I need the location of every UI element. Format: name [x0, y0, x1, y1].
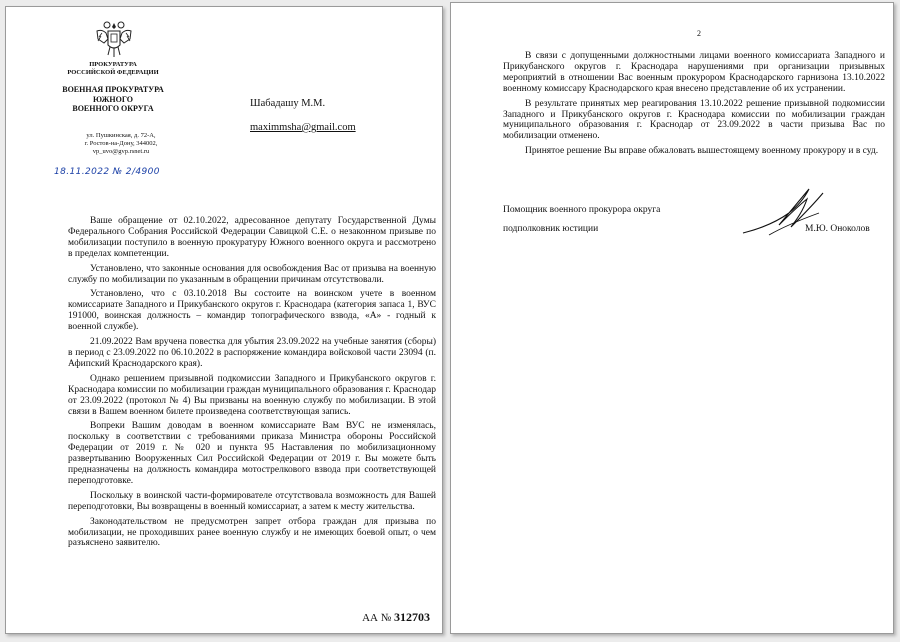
address-email: vp_uvo@gvp.rsnet.ru: [92, 148, 150, 156]
paragraph: 21.09.2022 Вам вручена повестка для убытия 23.09.2022 на учебные занятия (сборы) в период с 23.09.2022 по 06.10.2022 в распоряжение командира войсковой части 23094 (п. Афипский Краснодарского края).: [68, 337, 436, 369]
paragraph: Законодательством не предусмотрен запрет отбора граждан для призыва по мобилизации, не проходивших ранее военную службу и не имеющих боевой опыт, о чем разъяснено заявителю.: [68, 516, 436, 549]
signer-name: М.Ю. Оноколов: [805, 224, 870, 234]
serial-prefix: АА №: [362, 612, 392, 624]
organization-header: [32, 61, 194, 114]
document-page-2: [450, 2, 894, 634]
registration-stamp: 18.11.2022 № 2/4900: [54, 167, 160, 177]
paragraph: Вопреки Вашим доводам в военном комиссариате Вам ВУС не изменялась, поскольку в соответствии с требованиями приказа Министра обороны Российской Федерации от 2019 г. № 020 и пункта 95 Наставления по мобилизационному развертыванию Вооруженных Сил Российской Федерации от 2019 г. Вы можете быть предназначены на должность командира мотострелкового взвода при соответствующей переподготовке.: [68, 421, 436, 486]
recipient-email[interactable]: maximmsha@gmail.com: [250, 122, 356, 133]
russian-coat-of-arms-icon: [94, 17, 134, 61]
signer-title-line2: подполковник юстиции: [503, 224, 599, 234]
paragraph: Ваше обращение от 02.10.2022, адресованное депутату Государственной Думы Федерального Собрания Российской Федерации Савицкой С.Е. о незаконном призыве по мобилизации поступило в военную прокуратуру Южного военного округа и рассмотрено в пределах компетенции.: [68, 216, 436, 259]
letter-body-page-2: [503, 51, 885, 161]
org-main-line1: ВОЕННАЯ ПРОКУРАТУРА: [62, 85, 164, 94]
org-top-line1: ПРОКУРАТУРА: [89, 61, 137, 68]
letter-body-page-1: [68, 216, 436, 553]
signer-title-line1: Помощник военного прокурора округа: [503, 205, 661, 215]
paragraph: Установлено, что законные основания для освобождения Вас от призыва на военную службу по мобилизации по указанным в обращении причинам отсутствовали.: [68, 263, 436, 285]
document-page-1: [5, 6, 443, 634]
form-serial-number: [362, 610, 430, 625]
address-line2: г. Ростов-на-Дону, 344002,: [84, 140, 158, 148]
paragraph: Однако решением призывной подкомиссии Западного и Прикубанского округов г. Краснодара комиссии по мобилизации граждан муниципального образования г. Краснодар от 23.09.2022 (протокол № 4) Вы призваны на военную службу по мобилизации. В этой связи в Вашем военном билете произведена соответствующая запись.: [68, 373, 436, 417]
org-top-line2: РОССИЙСКОЙ ФЕДЕРАЦИИ: [67, 69, 159, 76]
paragraph: Принятое решение Вы вправе обжаловать вышестоящему военному прокурору и в суд.: [525, 146, 879, 157]
org-main-line3: ВОЕННОГО ОКРУГА: [72, 104, 154, 113]
org-address: [62, 132, 180, 157]
paragraph: Установлено, что с 03.10.2018 Вы состоите на воинском учете в военном комиссариате Западного и Прикубанского округов г. Краснодара (категория запаса 1, ВУС 191000, воинская должность – командир топографического взвода, «А» - годный к военной службе).: [68, 289, 436, 333]
handwritten-signature-icon: [739, 183, 829, 243]
paragraph: Поскольку в воинской части-формирователе отсутствовала возможность для Вашей переподготовки, Вы возвращены в военный комиссариат, а затем к месту жительства.: [68, 490, 436, 512]
paragraph: В результате принятых мер реагирования 13.10.2022 решение призывной подкомиссии Западного и Прикубанского округов г. Краснодара комиссии по мобилизации граждан муниципального образования г. Краснодар от 23.09.2022 в части призыва Вас по мобилизации отменено.: [503, 98, 885, 142]
page-number: 2: [697, 29, 701, 38]
recipient-name: Шабадашу М.М.: [250, 98, 326, 109]
serial-number: 312703: [394, 610, 430, 624]
recipient-block: [250, 97, 356, 134]
org-main-line2: ЮЖНОГО: [93, 94, 133, 104]
paragraph: В связи с допущенными должностными лицами военного комиссариата Западного и Прикубанского округов г. Краснодара нарушениями при организации призывных мероприятий в отношении Вас военным прокурором Краснодарского гарнизона 13.10.2022 военному комиссару Краснодарского края внесено представление об их устранении.: [503, 51, 885, 94]
address-line1: ул. Пушкинская, д. 72-А,: [86, 132, 156, 139]
